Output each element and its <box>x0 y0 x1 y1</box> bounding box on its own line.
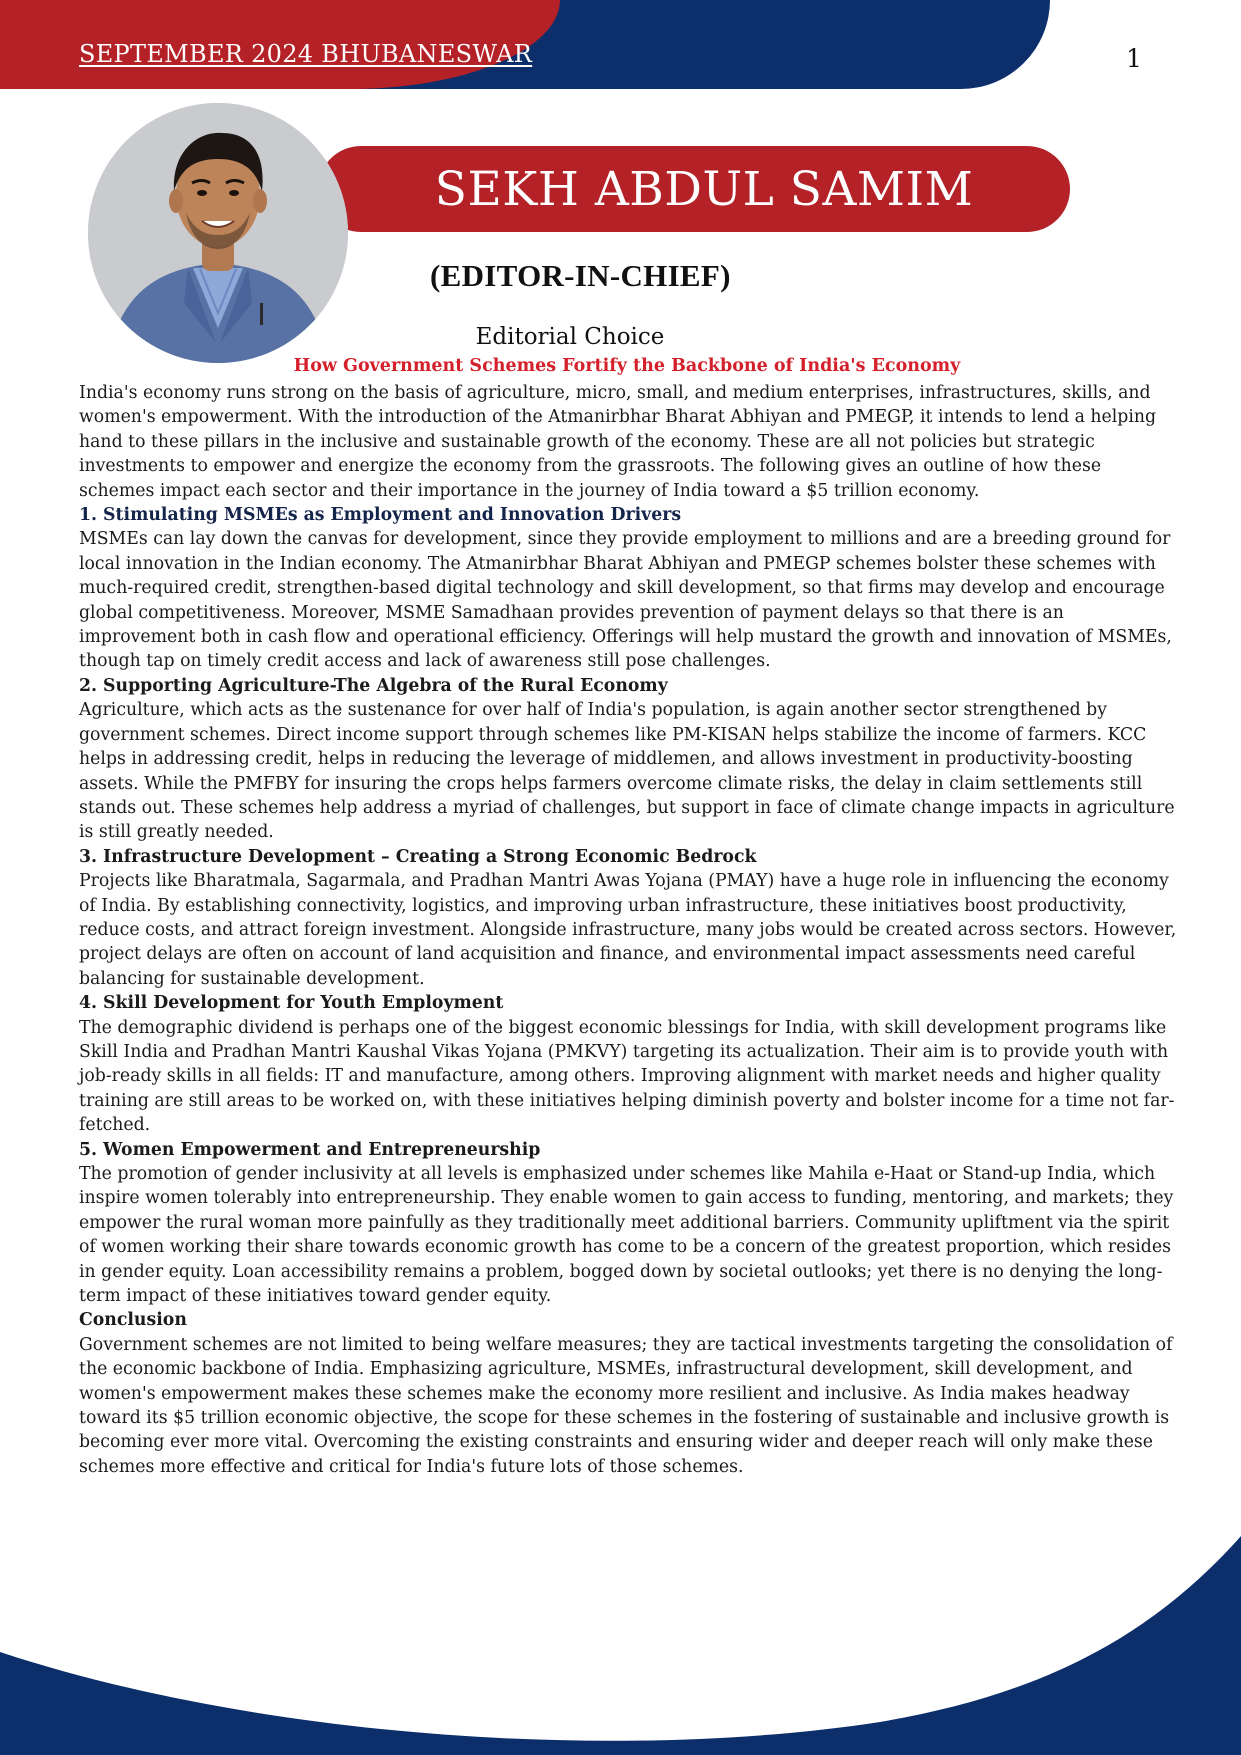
footer-wave-decoration <box>0 1500 1241 1755</box>
editor-portrait <box>88 103 348 363</box>
portrait-illustration <box>88 103 348 363</box>
section-heading-infrastructure: 3. Infrastructure Development – Creating a Strong Economic Bedrock <box>79 846 757 867</box>
section-body-msme: MSMEs can lay down the canvas for development, since they provide employment to millions and are a breeding ground for local innovation in the Indian economy. The Atmanirbhar Bharat Abhiyan and PMEGP schemes bolster these schemes with much-required credit, strengthen-based digital technology and skill development, so that firms may develop and encourage global competitiveness. Moreover, MSME Samadhaan provides prevention of payment delays so that there is an improvement both in cash flow and operational efficiency. Offerings will help mustard the growth and innovation of MSMEs, though tap on timely credit access and lack of awareness still pose challenges. <box>79 529 1172 672</box>
section-label: Editorial Choice <box>475 324 665 350</box>
section-body-agriculture: Agriculture, which acts as the sustenance for over half of India's population, is again another sector strengthened by government schemes. Direct income support through schemes like PM-KISAN helps stabilize the income of farmers. KCC helps in addressing credit, helps in reducing the leverage of middlemen, and allows investment in productivity-boosting assets. While the PMFBY for insuring the crops helps farmers overcome climate risks, the delay in claim settlements still stands out. These schemes help address a myriad of challenges, but support in face of climate change impacts in agriculture is still greatly needed. <box>79 700 1175 843</box>
section-body-skill-development: The demographic dividend is perhaps one of the biggest economic blessings for India, with skill development programs like Skill India and Pradhan Mantri Kaushal Vikas Yojana (PMKVY) targeting its actualization. Their aim is to provide youth with job-ready skills in all fields: IT and manufacture, among others. Improving alignment with market needs and higher quality training are still areas to be worked on, with these initiatives helping diminish poverty and bolster income for a time not far-fetched. <box>79 1017 1175 1136</box>
name-banner <box>318 146 1070 232</box>
section-heading-women-empowerment: 5. Women Empowerment and Entrepreneurship <box>79 1139 541 1160</box>
section-heading-msme: 1. Stimulating MSMEs as Employment and Innovation Drivers <box>79 505 682 526</box>
issue-date-location: SEPTEMBER 2024 BHUBANESWAR <box>79 40 533 68</box>
article-headline: How Government Schemes Fortify the Backbone of India's Economy <box>293 356 961 376</box>
editor-name: SEKH ABDUL SAMIM <box>434 162 974 217</box>
footer-navy-wave <box>0 1536 1241 1755</box>
page-number: 1 <box>1126 44 1142 73</box>
section-body-conclusion: Government schemes are not limited to being welfare measures; they are tactical investments targeting the consolidation of the economic backbone of India. Emphasizing agriculture, MSMEs, infrastructural development, skill development, and women's empowerment makes these schemes make the economy more resilient and inclusive. As India makes headway toward its $5 trillion economic objective, the scope for these schemes in the fostering of sustainable and inclusive growth is becoming ever more vital. Overcoming the existing constraints and ensuring wider and deeper reach will only make these schemes more effective and critical for India's future lots of those schemes. <box>79 1334 1173 1477</box>
section-body-women-empowerment: The promotion of gender inclusivity at all levels is emphasized under schemes like Mahila e-Haat or Stand-up India, which inspire women tolerably into entrepreneurship. They enable women to gain access to funding, mentoring, and markets; they empower the rural woman more painfully as they traditionally meet additional barriers. Community upliftment via the spirit of women working their share towards economic growth has come to be a concern of the greatest proportion, which resides in gender equity. Loan accessibility remains a problem, bogged down by societal outlooks; yet there is no denying the long-term impact of these initiatives toward gender equity. <box>79 1164 1174 1307</box>
section-body-infrastructure: Projects like Bharatmala, Sagarmala, and Pradhan Mantri Awas Yojana (PMAY) have a huge role in influencing the economy of India. By establishing connectivity, logistics, and improving urban infrastructure, these initiatives boost productivity, reduce costs, and attract foreign investment. Alongside infrastructure, many jobs would be created across sectors. However, project delays are often on account of land acquisition and finance, and environmental impact assessments need careful balancing for sustainable development. <box>79 871 1177 989</box>
article-intro: India's economy runs strong on the basis of agriculture, micro, small, and medium enterprises, infrastructures, skills, and women's empowerment. With the introduction of the Atmanirbhar Bharat Abhiyan and PMEGP, it intends to lend a helping hand to these pillars in the inclusive and sustainable growth of the economy. These are all not policies but strategic investments to empower and energize the economy from the grassroots. The following gives an outline of how these schemes impact each sector and their importance in the journey of India toward a $5 trillion economy. <box>79 383 1157 501</box>
section-heading-skill-development: 4. Skill Development for Youth Employment <box>79 993 504 1014</box>
editor-role: (EDITOR-IN-CHIEF) <box>430 258 731 293</box>
section-heading-conclusion: Conclusion <box>79 1310 187 1331</box>
section-heading-agriculture: 2. Supporting Agriculture-The Algebra of the Rural Economy <box>79 675 668 696</box>
article-body <box>79 381 1179 1479</box>
